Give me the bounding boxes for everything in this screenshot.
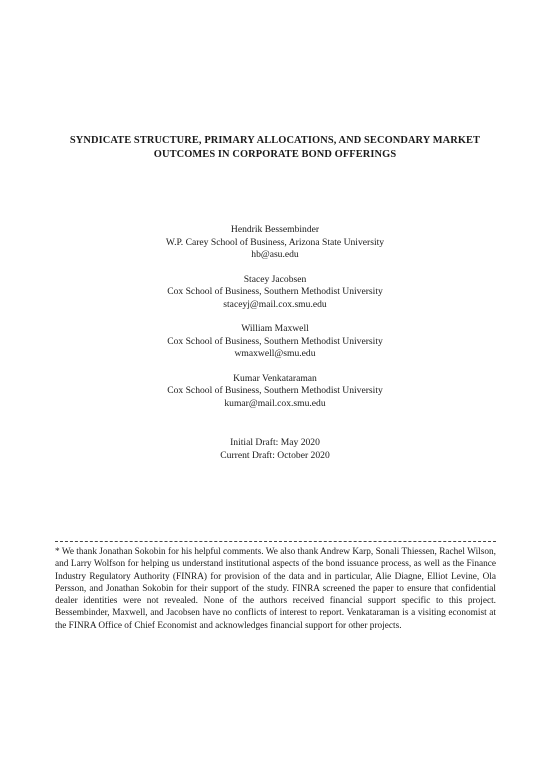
author-list: [60, 224, 490, 422]
author-name: William Maxwell: [241, 323, 309, 334]
footnote-divider: [55, 541, 496, 542]
author-affiliation: Cox School of Business, Southern Methodist University: [167, 385, 383, 396]
author-name: Hendrik Bessembinder: [230, 224, 320, 235]
paper-title: [60, 134, 490, 162]
author-affiliation: Cox School of Business, Southern Methodist University: [167, 286, 383, 297]
acknowledgement-footnote: * We thank Jonathan Sokobin for his helpful comments. We also thank Andrew Karp, Sonali Thiessen, Rachel Wilson, and Larry Wolfson for helping us understand institutional aspects of the bond issuance process, as well as the Finance Industry Regulatory Authority (FINRA) for provision of the data and in particular, Alie Diagne, Elliot Levine, Ola Persson, and Jonathan Sokobin for their support of the study. FINRA screened the paper to ensure that confidential dealer identities were not revealed. None of the authors received financial support specific to this project. Bessembinder, Maxwell, and Jacobsen have no conflicts of interest to report. Venkataraman is a visiting economist at the FINRA Office of Chief Economist and acknowledges financial support for other projects.: [55, 547, 496, 631]
current-draft-date: Current Draft: October 2020: [220, 449, 330, 461]
author-name: Kumar Venkataraman: [233, 372, 317, 384]
author-block: [60, 224, 490, 262]
author-block: [60, 323, 490, 361]
author-affiliation: W.P. Carey School of Business, Arizona State University: [165, 236, 385, 248]
author-name: Stacey Jacobsen: [243, 273, 307, 285]
author-email: wmaxwell@smu.edu: [234, 348, 316, 359]
paper-title-line-1: SYNDICATE STRUCTURE, PRIMARY ALLOCATIONS, AND SECONDARY MARKET: [69, 135, 481, 146]
author-block: [60, 373, 490, 411]
paper-title-line-2: OUTCOMES IN CORPORATE BOND OFFERINGS: [153, 149, 397, 160]
draft-dates: [60, 437, 490, 462]
author-email: hb@asu.edu: [251, 249, 299, 260]
author-email: staceyj@mail.cox.smu.edu: [223, 298, 327, 310]
author-block: [60, 274, 490, 312]
author-affiliation: Cox School of Business, Southern Methodist University: [167, 335, 383, 347]
author-email: kumar@mail.cox.smu.edu: [224, 397, 326, 409]
initial-draft-date: Initial Draft: May 2020: [230, 437, 320, 448]
